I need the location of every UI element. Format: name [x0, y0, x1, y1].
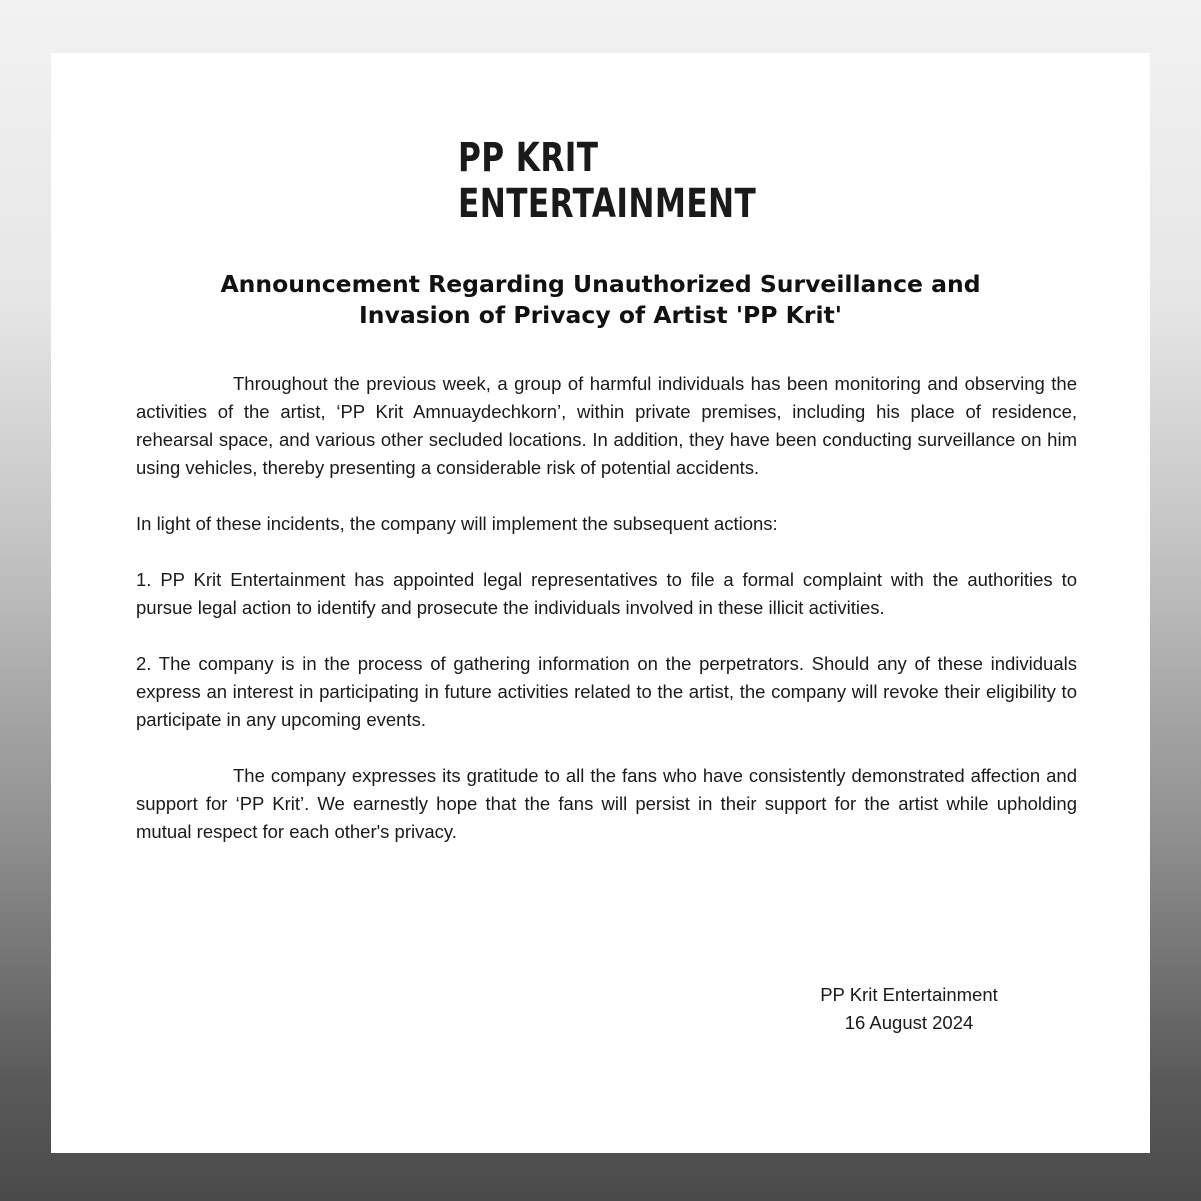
paragraph-action-1: 1. PP Krit Entertainment has appointed legal representatives to file a formal complaint with the authorities to pursue legal action to identify and prosecute the individuals involved in these illicit activities.	[136, 569, 1077, 618]
paragraph-action-2: 2. The company is in the process of gathering information on the perpetrators. Should any of these individuals express an interest in participating in future activities related to the artist, the company will revoke their eligibility to participate in any upcoming events.	[136, 653, 1077, 730]
logo-line-2: ENTERTAINMENT	[458, 181, 757, 227]
signature-company: PP Krit Entertainment	[820, 984, 998, 1005]
paragraph-intro: Throughout the previous week, a group of harmful individuals has been monitoring and observing the activities of the artist, ‘PP Krit Amnuaydechkorn’, within private premises, including his place of residence, rehearsal space, and various other secluded locations. In addition, they have been conducting surveillance on him using vehicles, thereby presenting a considerable risk of potential accidents.	[136, 373, 1077, 478]
title-line-2: Invasion of Privacy of Artist 'PP Krit'	[359, 301, 842, 329]
announcement-title	[111, 269, 1090, 331]
title-line-1: Announcement Regarding Unauthorized Surveillance and	[220, 270, 981, 298]
announcement-body	[136, 370, 1077, 874]
paragraph-closing: The company expresses its gratitude to all the fans who have consistently demonstrated affection and support for ‘PP Krit’. We earnestly hope that the fans will persist in their support for the artist while upholding mutual respect for each other's privacy.	[136, 765, 1077, 842]
signature-date: 16 August 2024	[844, 1012, 974, 1033]
paragraph-actions-intro: In light of these incidents, the company will implement the subsequent actions:	[136, 513, 778, 534]
signature-block	[751, 981, 1067, 1037]
company-logo	[458, 135, 756, 227]
logo-line-1: PP KRIT	[458, 135, 599, 181]
announcement-card	[51, 53, 1150, 1153]
